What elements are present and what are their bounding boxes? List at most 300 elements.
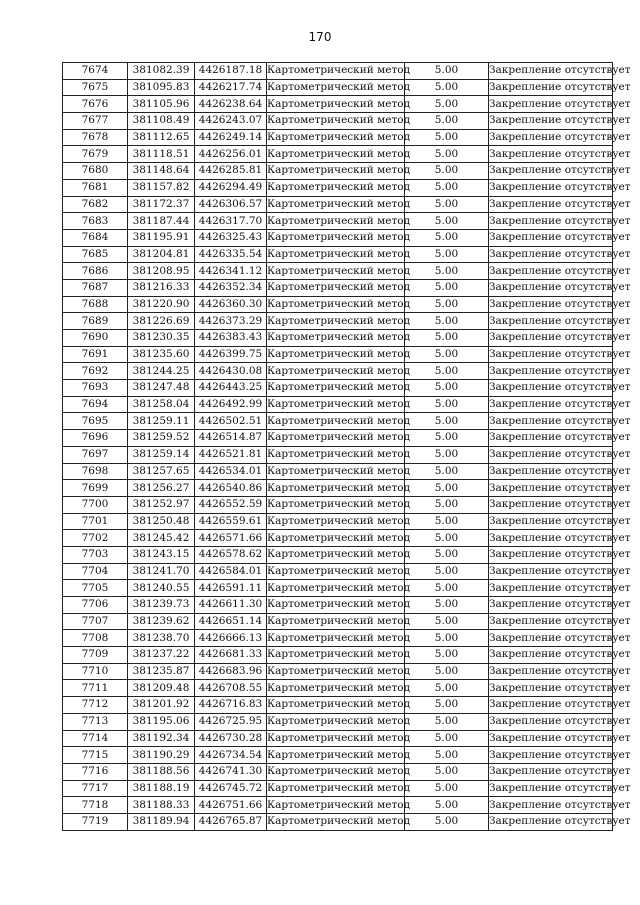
fixing-cell: Закрепление отсутствует [489, 697, 613, 714]
error-cell: 5.00 [405, 279, 489, 296]
method-cell: Картометрический метод [267, 747, 405, 764]
x-coordinate-cell: 381243.15 [128, 546, 195, 563]
y-coordinate-cell: 4426666.13 [195, 630, 267, 647]
point-number-cell: 7707 [63, 613, 128, 630]
fixing-cell: Закрепление отсутствует [489, 146, 613, 163]
x-coordinate-cell: 381112.65 [128, 129, 195, 146]
point-number-cell: 7718 [63, 797, 128, 814]
fixing-cell: Закрепление отсутствует [489, 213, 613, 230]
error-cell: 5.00 [405, 396, 489, 413]
fixing-cell: Закрепление отсутствует [489, 747, 613, 764]
x-coordinate-cell: 381192.34 [128, 730, 195, 747]
method-cell: Картометрический метод [267, 780, 405, 797]
y-coordinate-cell: 4426716.83 [195, 697, 267, 714]
y-coordinate-cell: 4426552.59 [195, 496, 267, 513]
error-cell: 5.00 [405, 546, 489, 563]
y-coordinate-cell: 4426559.61 [195, 513, 267, 530]
y-coordinate-cell: 4426708.55 [195, 680, 267, 697]
error-cell: 5.00 [405, 780, 489, 797]
point-number-cell: 7685 [63, 246, 128, 263]
x-coordinate-cell: 381235.60 [128, 346, 195, 363]
fixing-cell: Закрепление отсутствует [489, 513, 613, 530]
x-coordinate-cell: 381259.11 [128, 413, 195, 430]
y-coordinate-cell: 4426730.28 [195, 730, 267, 747]
error-cell: 5.00 [405, 697, 489, 714]
error-cell: 5.00 [405, 630, 489, 647]
error-cell: 5.00 [405, 480, 489, 497]
method-cell: Картометрический метод [267, 813, 405, 830]
method-cell: Картометрический метод [267, 530, 405, 547]
x-coordinate-cell: 381082.39 [128, 63, 195, 80]
x-coordinate-cell: 381208.95 [128, 263, 195, 280]
x-coordinate-cell: 381189.94 [128, 813, 195, 830]
error-cell: 5.00 [405, 496, 489, 513]
method-cell: Картометрический метод [267, 396, 405, 413]
table-row [63, 496, 613, 513]
y-coordinate-cell: 4426571.66 [195, 530, 267, 547]
x-coordinate-cell: 381118.51 [128, 146, 195, 163]
method-cell: Картометрический метод [267, 380, 405, 397]
x-coordinate-cell: 381240.55 [128, 580, 195, 597]
point-number-cell: 7687 [63, 279, 128, 296]
fixing-cell: Закрепление отсутствует [489, 663, 613, 680]
y-coordinate-cell: 4426492.99 [195, 396, 267, 413]
x-coordinate-cell: 381148.64 [128, 163, 195, 180]
error-cell: 5.00 [405, 96, 489, 113]
fixing-cell: Закрепление отсутствует [489, 396, 613, 413]
y-coordinate-cell: 4426249.14 [195, 129, 267, 146]
method-cell: Картометрический метод [267, 363, 405, 380]
error-cell: 5.00 [405, 213, 489, 230]
table-row [63, 129, 613, 146]
x-coordinate-cell: 381187.44 [128, 213, 195, 230]
x-coordinate-cell: 381157.82 [128, 179, 195, 196]
y-coordinate-cell: 4426591.11 [195, 580, 267, 597]
fixing-cell: Закрепление отсутствует [489, 129, 613, 146]
point-number-cell: 7678 [63, 129, 128, 146]
error-cell: 5.00 [405, 229, 489, 246]
method-cell: Картометрический метод [267, 697, 405, 714]
fixing-cell: Закрепление отсутствует [489, 730, 613, 747]
fixing-cell: Закрепление отсутствует [489, 296, 613, 313]
point-number-cell: 7680 [63, 163, 128, 180]
point-number-cell: 7675 [63, 79, 128, 96]
table-row [63, 463, 613, 480]
error-cell: 5.00 [405, 146, 489, 163]
fixing-cell: Закрепление отсутствует [489, 63, 613, 80]
fixing-cell: Закрепление отсутствует [489, 430, 613, 447]
y-coordinate-cell: 4426352.34 [195, 279, 267, 296]
x-coordinate-cell: 381195.91 [128, 229, 195, 246]
y-coordinate-cell: 4426187.18 [195, 63, 267, 80]
point-number-cell: 7695 [63, 413, 128, 430]
point-number-cell: 7719 [63, 813, 128, 830]
y-coordinate-cell: 4426725.95 [195, 713, 267, 730]
x-coordinate-cell: 381238.70 [128, 630, 195, 647]
point-number-cell: 7711 [63, 680, 128, 697]
table-row [63, 730, 613, 747]
error-cell: 5.00 [405, 346, 489, 363]
point-number-cell: 7693 [63, 380, 128, 397]
point-number-cell: 7700 [63, 496, 128, 513]
point-number-cell: 7679 [63, 146, 128, 163]
fixing-cell: Закрепление отсутствует [489, 263, 613, 280]
table-row [63, 747, 613, 764]
table-row [63, 146, 613, 163]
x-coordinate-cell: 381209.48 [128, 680, 195, 697]
method-cell: Картометрический метод [267, 546, 405, 563]
method-cell: Картометрический метод [267, 680, 405, 697]
fixing-cell: Закрепление отсутствует [489, 546, 613, 563]
error-cell: 5.00 [405, 163, 489, 180]
y-coordinate-cell: 4426243.07 [195, 113, 267, 130]
fixing-cell: Закрепление отсутствует [489, 480, 613, 497]
error-cell: 5.00 [405, 196, 489, 213]
fixing-cell: Закрепление отсутствует [489, 647, 613, 664]
method-cell: Картометрический метод [267, 229, 405, 246]
error-cell: 5.00 [405, 113, 489, 130]
point-number-cell: 7697 [63, 446, 128, 463]
table-row [63, 113, 613, 130]
table-row [63, 79, 613, 96]
error-cell: 5.00 [405, 797, 489, 814]
x-coordinate-cell: 381235.87 [128, 663, 195, 680]
table-row [63, 413, 613, 430]
table-row [63, 330, 613, 347]
x-coordinate-cell: 381188.19 [128, 780, 195, 797]
x-coordinate-cell: 381195.06 [128, 713, 195, 730]
method-cell: Картометрический метод [267, 246, 405, 263]
error-cell: 5.00 [405, 263, 489, 280]
fixing-cell: Закрепление отсутствует [489, 713, 613, 730]
fixing-cell: Закрепление отсутствует [489, 680, 613, 697]
table-row [63, 713, 613, 730]
point-number-cell: 7698 [63, 463, 128, 480]
point-number-cell: 7681 [63, 179, 128, 196]
x-coordinate-cell: 381239.62 [128, 613, 195, 630]
fixing-cell: Закрепление отсутствует [489, 196, 613, 213]
point-number-cell: 7676 [63, 96, 128, 113]
y-coordinate-cell: 4426611.30 [195, 597, 267, 614]
error-cell: 5.00 [405, 363, 489, 380]
method-cell: Картометрический метод [267, 263, 405, 280]
method-cell: Картометрический метод [267, 296, 405, 313]
method-cell: Картометрический метод [267, 63, 405, 80]
fixing-cell: Закрепление отсутствует [489, 229, 613, 246]
table-row [63, 580, 613, 597]
x-coordinate-cell: 381237.22 [128, 647, 195, 664]
method-cell: Картометрический метод [267, 313, 405, 330]
point-number-cell: 7686 [63, 263, 128, 280]
x-coordinate-cell: 381250.48 [128, 513, 195, 530]
y-coordinate-cell: 4426341.12 [195, 263, 267, 280]
table-row [63, 363, 613, 380]
error-cell: 5.00 [405, 813, 489, 830]
y-coordinate-cell: 4426443.25 [195, 380, 267, 397]
method-cell: Картометрический метод [267, 630, 405, 647]
y-coordinate-cell: 4426521.81 [195, 446, 267, 463]
error-cell: 5.00 [405, 179, 489, 196]
x-coordinate-cell: 381256.27 [128, 480, 195, 497]
fixing-cell: Закрепление отсутствует [489, 630, 613, 647]
method-cell: Картометрический метод [267, 563, 405, 580]
error-cell: 5.00 [405, 613, 489, 630]
point-number-cell: 7709 [63, 647, 128, 664]
table-row [63, 430, 613, 447]
y-coordinate-cell: 4426317.70 [195, 213, 267, 230]
x-coordinate-cell: 381259.14 [128, 446, 195, 463]
x-coordinate-cell: 381095.83 [128, 79, 195, 96]
method-cell: Картометрический метод [267, 146, 405, 163]
y-coordinate-cell: 4426514.87 [195, 430, 267, 447]
y-coordinate-cell: 4426584.01 [195, 563, 267, 580]
fixing-cell: Закрепление отсутствует [489, 380, 613, 397]
table-row [63, 396, 613, 413]
method-cell: Картометрический метод [267, 196, 405, 213]
table-row [63, 630, 613, 647]
y-coordinate-cell: 4426306.57 [195, 196, 267, 213]
x-coordinate-cell: 381188.56 [128, 763, 195, 780]
point-number-cell: 7692 [63, 363, 128, 380]
fixing-cell: Закрепление отсутствует [489, 346, 613, 363]
table-row [63, 647, 613, 664]
error-cell: 5.00 [405, 413, 489, 430]
y-coordinate-cell: 4426294.49 [195, 179, 267, 196]
y-coordinate-cell: 4426681.33 [195, 647, 267, 664]
x-coordinate-cell: 381204.81 [128, 246, 195, 263]
x-coordinate-cell: 381201.92 [128, 697, 195, 714]
fixing-cell: Закрепление отсутствует [489, 530, 613, 547]
fixing-cell: Закрепление отсутствует [489, 330, 613, 347]
method-cell: Картометрический метод [267, 330, 405, 347]
table-row [63, 63, 613, 80]
method-cell: Картометрический метод [267, 580, 405, 597]
method-cell: Картометрический метод [267, 797, 405, 814]
y-coordinate-cell: 4426335.54 [195, 246, 267, 263]
coordinates-table [62, 62, 631, 831]
table-row [63, 480, 613, 497]
method-cell: Картометрический метод [267, 413, 405, 430]
table-row [63, 380, 613, 397]
table-row [63, 229, 613, 246]
method-cell: Картометрический метод [267, 496, 405, 513]
y-coordinate-cell: 4426502.51 [195, 413, 267, 430]
point-number-cell: 7696 [63, 430, 128, 447]
table-row [63, 313, 613, 330]
fixing-cell: Закрепление отсутствует [489, 446, 613, 463]
y-coordinate-cell: 4426285.81 [195, 163, 267, 180]
y-coordinate-cell: 4426741.30 [195, 763, 267, 780]
point-number-cell: 7704 [63, 563, 128, 580]
fixing-cell: Закрепление отсутствует [489, 246, 613, 263]
error-cell: 5.00 [405, 663, 489, 680]
fixing-cell: Закрепление отсутствует [489, 79, 613, 96]
y-coordinate-cell: 4426238.64 [195, 96, 267, 113]
error-cell: 5.00 [405, 730, 489, 747]
y-coordinate-cell: 4426683.96 [195, 663, 267, 680]
x-coordinate-cell: 381247.48 [128, 380, 195, 397]
point-number-cell: 7683 [63, 213, 128, 230]
point-number-cell: 7702 [63, 530, 128, 547]
point-number-cell: 7689 [63, 313, 128, 330]
table-row [63, 763, 613, 780]
error-cell: 5.00 [405, 313, 489, 330]
error-cell: 5.00 [405, 530, 489, 547]
x-coordinate-cell: 381216.33 [128, 279, 195, 296]
error-cell: 5.00 [405, 647, 489, 664]
y-coordinate-cell: 4426399.75 [195, 346, 267, 363]
error-cell: 5.00 [405, 713, 489, 730]
method-cell: Картометрический метод [267, 597, 405, 614]
x-coordinate-cell: 381258.04 [128, 396, 195, 413]
x-coordinate-cell: 381244.25 [128, 363, 195, 380]
table-row [63, 797, 613, 814]
method-cell: Картометрический метод [267, 647, 405, 664]
error-cell: 5.00 [405, 563, 489, 580]
error-cell: 5.00 [405, 680, 489, 697]
method-cell: Картометрический метод [267, 113, 405, 130]
table-row [63, 613, 613, 630]
fixing-cell: Закрепление отсутствует [489, 797, 613, 814]
method-cell: Картометрический метод [267, 463, 405, 480]
table-row [63, 513, 613, 530]
y-coordinate-cell: 4426534.01 [195, 463, 267, 480]
table-row [63, 179, 613, 196]
error-cell: 5.00 [405, 430, 489, 447]
x-coordinate-cell: 381245.42 [128, 530, 195, 547]
point-number-cell: 7690 [63, 330, 128, 347]
x-coordinate-cell: 381220.90 [128, 296, 195, 313]
point-number-cell: 7694 [63, 396, 128, 413]
point-number-cell: 7703 [63, 546, 128, 563]
error-cell: 5.00 [405, 296, 489, 313]
point-number-cell: 7688 [63, 296, 128, 313]
x-coordinate-cell: 381190.29 [128, 747, 195, 764]
y-coordinate-cell: 4426578.62 [195, 546, 267, 563]
method-cell: Картометрический метод [267, 730, 405, 747]
y-coordinate-cell: 4426360.30 [195, 296, 267, 313]
x-coordinate-cell: 381108.49 [128, 113, 195, 130]
fixing-cell: Закрепление отсутствует [489, 179, 613, 196]
method-cell: Картометрический метод [267, 79, 405, 96]
method-cell: Картометрический метод [267, 213, 405, 230]
error-cell: 5.00 [405, 330, 489, 347]
table-row [63, 780, 613, 797]
table-row [63, 96, 613, 113]
method-cell: Картометрический метод [267, 179, 405, 196]
x-coordinate-cell: 381230.35 [128, 330, 195, 347]
table-row [63, 680, 613, 697]
point-number-cell: 7684 [63, 229, 128, 246]
table-row [63, 563, 613, 580]
error-cell: 5.00 [405, 79, 489, 96]
table-row [63, 279, 613, 296]
y-coordinate-cell: 4426256.01 [195, 146, 267, 163]
y-coordinate-cell: 4426745.72 [195, 780, 267, 797]
fixing-cell: Закрепление отсутствует [489, 363, 613, 380]
table-row [63, 663, 613, 680]
error-cell: 5.00 [405, 463, 489, 480]
method-cell: Картометрический метод [267, 613, 405, 630]
x-coordinate-cell: 381239.73 [128, 597, 195, 614]
x-coordinate-cell: 381252.97 [128, 496, 195, 513]
point-number-cell: 7714 [63, 730, 128, 747]
point-number-cell: 7715 [63, 747, 128, 764]
page-number: 170 [308, 30, 332, 44]
method-cell: Картометрический метод [267, 513, 405, 530]
error-cell: 5.00 [405, 246, 489, 263]
fixing-cell: Закрепление отсутствует [489, 113, 613, 130]
method-cell: Картометрический метод [267, 96, 405, 113]
table-row [63, 346, 613, 363]
point-number-cell: 7713 [63, 713, 128, 730]
error-cell: 5.00 [405, 513, 489, 530]
fixing-cell: Закрепление отсутствует [489, 613, 613, 630]
y-coordinate-cell: 4426751.66 [195, 797, 267, 814]
y-coordinate-cell: 4426651.14 [195, 613, 267, 630]
error-cell: 5.00 [405, 747, 489, 764]
x-coordinate-cell: 381259.52 [128, 430, 195, 447]
coordinates-table-body [63, 63, 631, 831]
fixing-cell: Закрепление отсутствует [489, 780, 613, 797]
point-number-cell: 7701 [63, 513, 128, 530]
table-row [63, 213, 613, 230]
method-cell: Картометрический метод [267, 279, 405, 296]
table-row [63, 813, 613, 830]
method-cell: Картометрический метод [267, 346, 405, 363]
error-cell: 5.00 [405, 63, 489, 80]
method-cell: Картометрический метод [267, 430, 405, 447]
point-number-cell: 7712 [63, 697, 128, 714]
table-row [63, 446, 613, 463]
fixing-cell: Закрепление отсутствует [489, 763, 613, 780]
point-number-cell: 7677 [63, 113, 128, 130]
fixing-cell: Закрепление отсутствует [489, 563, 613, 580]
y-coordinate-cell: 4426430.08 [195, 363, 267, 380]
fixing-cell: Закрепление отсутствует [489, 279, 613, 296]
table-row [63, 697, 613, 714]
point-number-cell: 7705 [63, 580, 128, 597]
table-row [63, 530, 613, 547]
table-row [63, 546, 613, 563]
fixing-cell: Закрепление отсутствует [489, 597, 613, 614]
point-number-cell: 7710 [63, 663, 128, 680]
y-coordinate-cell: 4426325.43 [195, 229, 267, 246]
error-cell: 5.00 [405, 446, 489, 463]
method-cell: Картометрический метод [267, 713, 405, 730]
table-row [63, 597, 613, 614]
error-cell: 5.00 [405, 763, 489, 780]
method-cell: Картометрический метод [267, 129, 405, 146]
fixing-cell: Закрепление отсутствует [489, 463, 613, 480]
point-number-cell: 7706 [63, 597, 128, 614]
method-cell: Картометрический метод [267, 446, 405, 463]
y-coordinate-cell: 4426734.54 [195, 747, 267, 764]
method-cell: Картометрический метод [267, 480, 405, 497]
point-number-cell: 7691 [63, 346, 128, 363]
fixing-cell: Закрепление отсутствует [489, 96, 613, 113]
error-cell: 5.00 [405, 580, 489, 597]
x-coordinate-cell: 381241.70 [128, 563, 195, 580]
x-coordinate-cell: 381257.65 [128, 463, 195, 480]
y-coordinate-cell: 4426373.29 [195, 313, 267, 330]
fixing-cell: Закрепление отсутствует [489, 813, 613, 830]
x-coordinate-cell: 381172.37 [128, 196, 195, 213]
y-coordinate-cell: 4426540.86 [195, 480, 267, 497]
method-cell: Картометрический метод [267, 163, 405, 180]
point-number-cell: 7716 [63, 763, 128, 780]
fixing-cell: Закрепление отсутствует [489, 163, 613, 180]
